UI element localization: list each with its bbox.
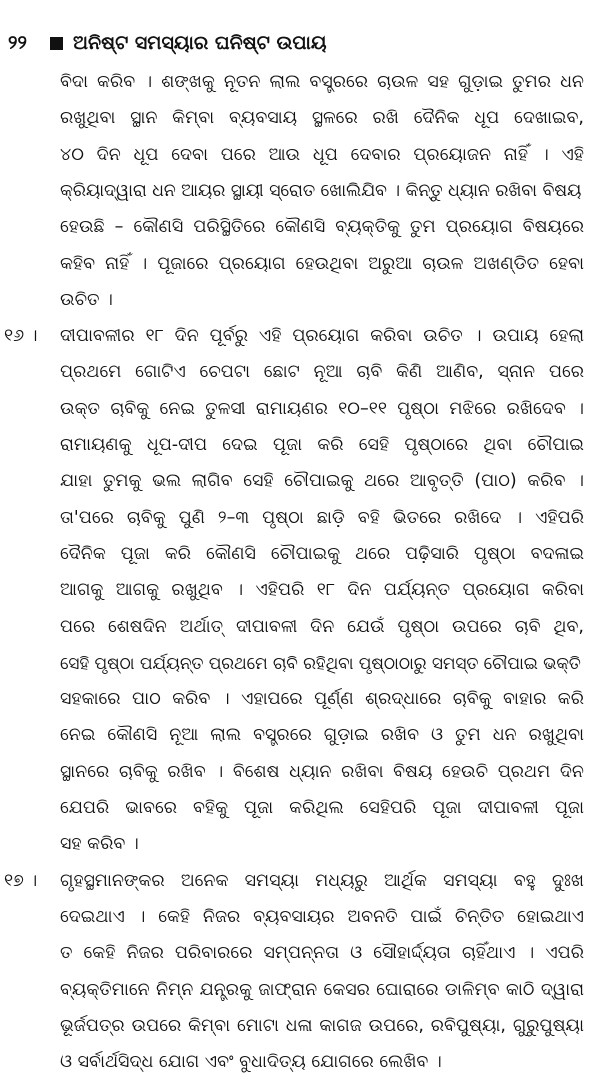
text-line: ସ୍ଥାନରେ ଚାବିକୁ ରଖିବ । ବିଶେଷ ଧ୍ୟାନ ରଖିବା ବିଷୟ ହେଉଚି ପ୍ରଥମ ଦିନ <box>60 761 584 782</box>
text-line: କହିବ ନାହିଁ । ପୂଜାରେ ପ୍ରୟୋଗ ହେଉଥିବା ଅରୁଆ ଚାଉଳ ଅଖଣ୍ଡିତ ହେବା <box>60 253 584 274</box>
text-line: ଯାହା ତୁମକୁ ଭଲ ଲାଗିବ ସେହି ଚୌପାଇକୁ ଥରେ ଆବୃତ୍ତି (ପାଠ) କରିବ । <box>60 471 584 492</box>
text-line: ଉକ୍ତ ଚାବିକୁ ନେଇ ତୁଳସୀ ରାମାୟଣର ୧୦–୧୧ ପୃଷ୍ଠା ମଝିରେ ରଖିଦେବ । <box>60 398 584 419</box>
text-line: ଭୂର୍ଜପତ୍ର ଉପରେ କିମ୍ବା ମୋଟା ଧଳା କାଗଜ ଉପରେ, ରବିପୁଷ୍ୟା, ଗୁରୁପୁଷ୍ୟା <box>60 1015 584 1036</box>
text-line: ତ କେହି ନିଜର ପରିବାରରେ ସମ୍ପନ୍ନତା ଓ ସୌହାର୍ଦ୍ଦ୍ୟତା ଚାହିଁଥାଏ । ଏପରି <box>60 943 584 964</box>
text-line: ପ୍ରଥମେ ଗୋଟିଏ ଚେପଟା ଛୋଟ ନୂଆ ଚାବି କିଣି ଆଣିବ, ସ୍ନାନ ପରେ <box>60 362 584 383</box>
page-title: ଅନିଷ୍ଟ ସମସ୍ୟାର ଘନିଷ୍ଟ ଉପାୟ <box>73 32 327 54</box>
square-bullet-icon <box>50 37 63 50</box>
text-line: ହେଉଛି – କୌଣସି ପରିସ୍ଥିତିରେ କୌଣସି ବ୍ୟକ୍ତିକୁ ତୁମ ପ୍ରୟୋଗ ବିଷୟରେ <box>60 217 584 238</box>
text-line: ଓ ସର୍ବାର୍ଥସିଦ୍ଧ ଯୋଗ ଏବଂ ବୁଧାଦିତ୍ୟ ଯୋଗରେ ଲେଖିବ । <box>60 1052 442 1073</box>
text-line: ଗୃହସ୍ଥମାନଙ୍କର ଅନେକ ସମସ୍ୟା ମଧ୍ୟରୁ ଆର୍ଥିକ ସମସ୍ୟା ବହୁ ଦୁଃଖ <box>60 870 584 891</box>
text-line: ଦେଇଥାଏ । କେହି ନିଜର ବ୍ୟବସାୟର ଅବନତି ପାଇଁ ଚିନ୍ତିତ ହୋଇଥାଏ <box>60 906 584 927</box>
text-line: ପରେ ଶେଷଦିନ ଅର୍ଥାତ୍ ଦୀପାବଳୀ ଦିନ ଯେଉଁ ପୃଷ୍ଠା ଉପରେ ଚାବି ଥିବ, <box>60 616 584 637</box>
page-number: ୨୨ <box>8 32 27 54</box>
text-line: ନେଇ କୌଣସି ନୂଆ ଲାଲ ବସ୍ତ୍ରରେ ଗୁଡ଼ାଇ ରଖିବ ଓ ତୁମ ଧନ ରଖୁଥିବା <box>60 725 584 746</box>
text-line: କ୍ରିୟାଦ୍ୱାରା ଧନ ଆୟର ସ୍ଥାୟୀ ସ୍ରୋତ ଖୋଲିଯିବ । କିନ୍ତୁ ଧ୍ୟାନ ରଖିବା ବିଷୟ <box>60 180 582 201</box>
text-line: ତା'ପରେ ଚାବିକୁ ପୁଣି ୨–୩ ପୃଷ୍ଠା ଛାଡ଼ି ବହି ଭିତରେ ରଖିଦେ । ଏହିପରି <box>60 507 584 528</box>
item-number: ୧୬ । <box>4 326 38 347</box>
text-line: ଆଗକୁ ଆଗକୁ ରଖୁଥିବ । ଏହିପରି ୧୮ ଦିନ ପର୍ଯ୍ୟନ୍ତ ପ୍ରୟୋଗ କରିବା <box>60 580 584 601</box>
text-line: ସହକାରେ ପାଠ କରିବ । ଏହାପରେ ପୂର୍ଣ୍ଣ ଶ୍ରଦ୍ଧାରେ ଚାବିକୁ ବାହାର କରି <box>60 689 584 710</box>
item-number: ୧୭ । <box>4 870 38 891</box>
text-line: ଯେପରି ଭାବରେ ବହିକୁ ପୂଜା କରିଥିଲ ସେହିପରି ପୂଜା ଦୀପାବଳୀ ପୂଜା <box>60 798 584 818</box>
text-line: ସେହି ପୃଷ୍ଠା ପର୍ଯ୍ୟନ୍ତ ପ୍ରଥମେ ଚାବି ରହିଥିବା ପୃଷ୍ଠାଠାରୁ ସମସ୍ତ ଚୌପାଇ ଭକ୍ତି <box>60 652 581 673</box>
text-line: ବ୍ୟକ୍ତିମାନେ ନିମ୍ନ ଯନ୍ତ୍ରକୁ ଜାଫ୍ରାନ କେସର ଘୋରାରେ ଡାଳିମ୍ବ କାଠି ଦ୍ୱାରା <box>60 979 584 1000</box>
text-line: ବିଦା କରିବ । ଶଙ୍ଖକୁ ନୂତନ ଲାଲ ବସ୍ତ୍ରରେ ଚାଉଳ ସହ ଗୁଡ଼ାଇ ତୁମର ଧନ <box>60 72 584 92</box>
text-line: ୪୦ ଦିନ ଧୂପ ଦେବା ପରେ ଆଉ ଧୂପ ଦେବାର ପ୍ରୟୋଜନ ନାହିଁ । ଏହି <box>60 144 584 165</box>
page-header <box>8 26 592 60</box>
text-line: ଦୈନିକ ପୂଜା କରି କୌଣସି ଚୌପାଇକୁ ଥରେ ପଢ଼ିସାରି ପୃଷ୍ଠା ବଦଳାଇ <box>60 543 584 564</box>
text-line: ଦୀପାବଳୀର ୧୮ ଦିନ ପୂର୍ବରୁ ଏହି ପ୍ରୟୋଗ କରିବା ଉଚିତ । ଉପାୟ ହେଲା <box>60 326 584 347</box>
text-line: ରାମାୟଣକୁ ଧୂପ-ଦୀପ ଦେଇ ପୂଜା କରି ସେହି ପୃଷ୍ଠାରେ ଥିବା ଚୌପାଇ <box>60 435 584 455</box>
text-line: ଉଚିତ । <box>60 289 113 310</box>
text-line: ସହ କରିବ । <box>60 834 139 855</box>
text-line: ରଖୁଥିବା ସ୍ଥାନ କିମ୍ବା ବ୍ୟବସାୟ ସ୍ଥଳରେ ରଖି ଦୈନିକ ଧୂପ ଦେଖାଇବ, <box>60 108 584 129</box>
